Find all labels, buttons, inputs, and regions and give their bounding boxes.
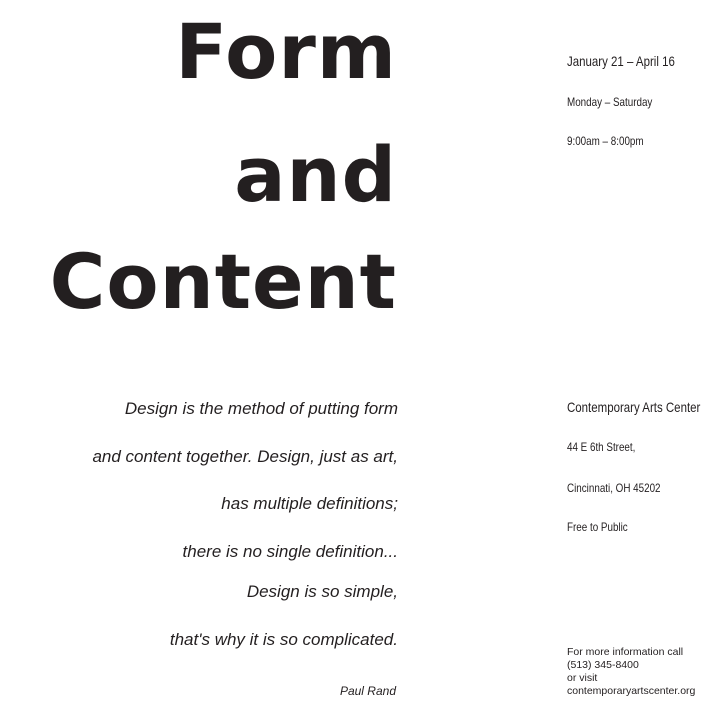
title-word-form: Form	[175, 7, 397, 96]
venue-street: 44 E 6th Street,	[567, 440, 636, 454]
quote-line: Design is so simple,	[246, 582, 398, 601]
admission-info: Free to Public	[567, 520, 628, 534]
contact-visit-text: or visit	[567, 672, 598, 684]
title-word-and: and	[234, 130, 397, 219]
contact-block	[567, 646, 695, 698]
contact-call-text: For more information call	[567, 646, 684, 658]
quote-line: Design is the method of putting form	[124, 399, 398, 418]
exhibit-dates: January 21 – April 16	[567, 53, 675, 69]
title-word-content: Content	[49, 237, 397, 326]
quote-line: has multiple definitions;	[221, 494, 398, 513]
quote-author: Paul Rand	[339, 684, 396, 698]
contact-phone[interactable]: (513) 345-8400	[567, 659, 639, 671]
contact-website-link[interactable]: contemporaryartscenter.org	[567, 685, 696, 697]
quote-line: and content together. Design, just as art,	[92, 447, 398, 466]
venue-city: Cincinnati, OH 45202	[567, 481, 661, 495]
quote-line: there is no single definition...	[182, 542, 398, 561]
quote-line: that's why it is so complicated.	[169, 630, 398, 649]
venue-name: Contemporary Arts Center	[567, 399, 701, 415]
exhibit-days: Monday – Saturday	[567, 95, 653, 109]
exhibit-hours: 9:00am – 8:00pm	[567, 134, 644, 148]
